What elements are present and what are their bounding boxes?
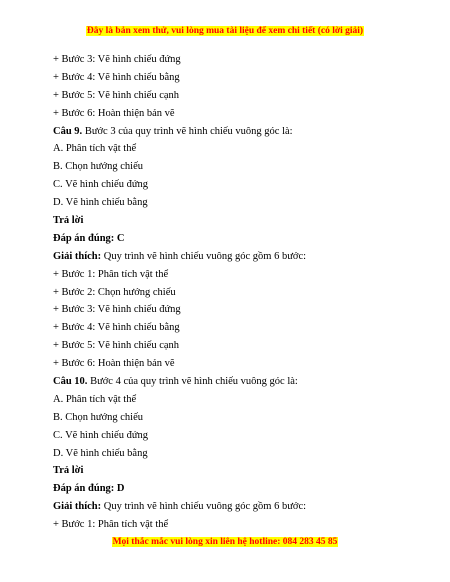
document-line [53,158,413,176]
line-text: Bước 3 của quy trình vẽ hình chiếu vuông góc là: [82,125,293,137]
line-bold-text: Đáp án đúng: C [53,232,125,244]
document-line [53,480,413,498]
line-text: + Bước 1: Phân tích vật thể [53,519,169,531]
line-bold-text: Trả lời [53,465,84,477]
line-text: + Bước 1: Phân tích vật thể [53,268,169,280]
line-text: + Bước 6: Hoàn thiện bản vẽ [53,107,175,119]
document-line [53,337,413,355]
document-line [53,176,413,194]
hotline-footer-banner [0,537,450,547]
document-line [53,248,413,266]
line-text: D. Vẽ hình chiếu bằng [53,197,148,209]
document-line [53,373,413,391]
document-line [53,319,413,337]
preview-notice-text: Đây là bản xem thử, vui lòng mua tài liệu để xem chi tiết (có lời giải) [86,26,364,36]
line-text: D. Vẽ hình chiếu bằng [53,447,148,459]
line-text: + Bước 5: Vẽ hình chiếu cạnh [53,89,180,101]
line-text: Quy trình vẽ hình chiếu vuông góc gồm 6 bước: [101,250,307,262]
line-text: + Bước 5: Vẽ hình chiếu cạnh [53,340,180,352]
document-line [53,355,413,373]
preview-notice-banner [0,26,450,36]
document-line [53,87,413,105]
line-bold-text: Câu 9. [53,125,83,137]
document-body [53,51,413,534]
document-line [53,462,413,480]
line-text: A. Phân tích vật thể [53,143,137,155]
line-text: + Bước 4: Vẽ hình chiếu bằng [53,71,180,83]
line-text: + Bước 2: Chọn hướng chiếu [53,286,176,298]
document-line [53,445,413,463]
line-bold-text: Câu 10. [53,376,88,388]
document-line [53,105,413,123]
document-line [53,409,413,427]
document-line [53,69,413,87]
line-text: C. Vẽ hình chiếu đứng [53,179,149,191]
line-bold-text: Giải thích: [53,250,102,262]
line-text: + Bước 6: Hoàn thiện bản vẽ [53,358,175,370]
line-bold-text: Giải thích: [53,501,102,513]
document-line [53,427,413,445]
line-text: Bước 4 của quy trình vẽ hình chiếu vuông góc là: [87,376,298,388]
line-text: B. Chọn hướng chiếu [53,411,143,423]
line-text: B. Chọn hướng chiếu [53,161,143,173]
line-text: + Bước 4: Vẽ hình chiếu bằng [53,322,180,334]
document-line [53,230,413,248]
document-line [53,140,413,158]
hotline-text: Mọi thắc mắc vui lòng xin liên hệ hotline: 084 283 45 85 [112,537,338,547]
document-line [53,284,413,302]
line-text: C. Vẽ hình chiếu đứng [53,429,149,441]
document-line [53,391,413,409]
document-line [53,266,413,284]
document-line [53,123,413,141]
line-text: A. Phân tích vật thể [53,393,137,405]
line-text: + Bước 3: Vẽ hình chiếu đứng [53,304,181,316]
document-line [53,516,413,534]
document-line [53,301,413,319]
document-line [53,51,413,69]
document-line [53,212,413,230]
line-text: + Bước 3: Vẽ hình chiếu đứng [53,54,181,65]
document-line [53,498,413,516]
line-bold-text: Đáp án đúng: D [53,483,125,495]
document-line [53,194,413,212]
line-text: Quy trình vẽ hình chiếu vuông góc gồm 6 bước: [101,501,307,513]
line-bold-text: Trả lời [53,215,84,227]
